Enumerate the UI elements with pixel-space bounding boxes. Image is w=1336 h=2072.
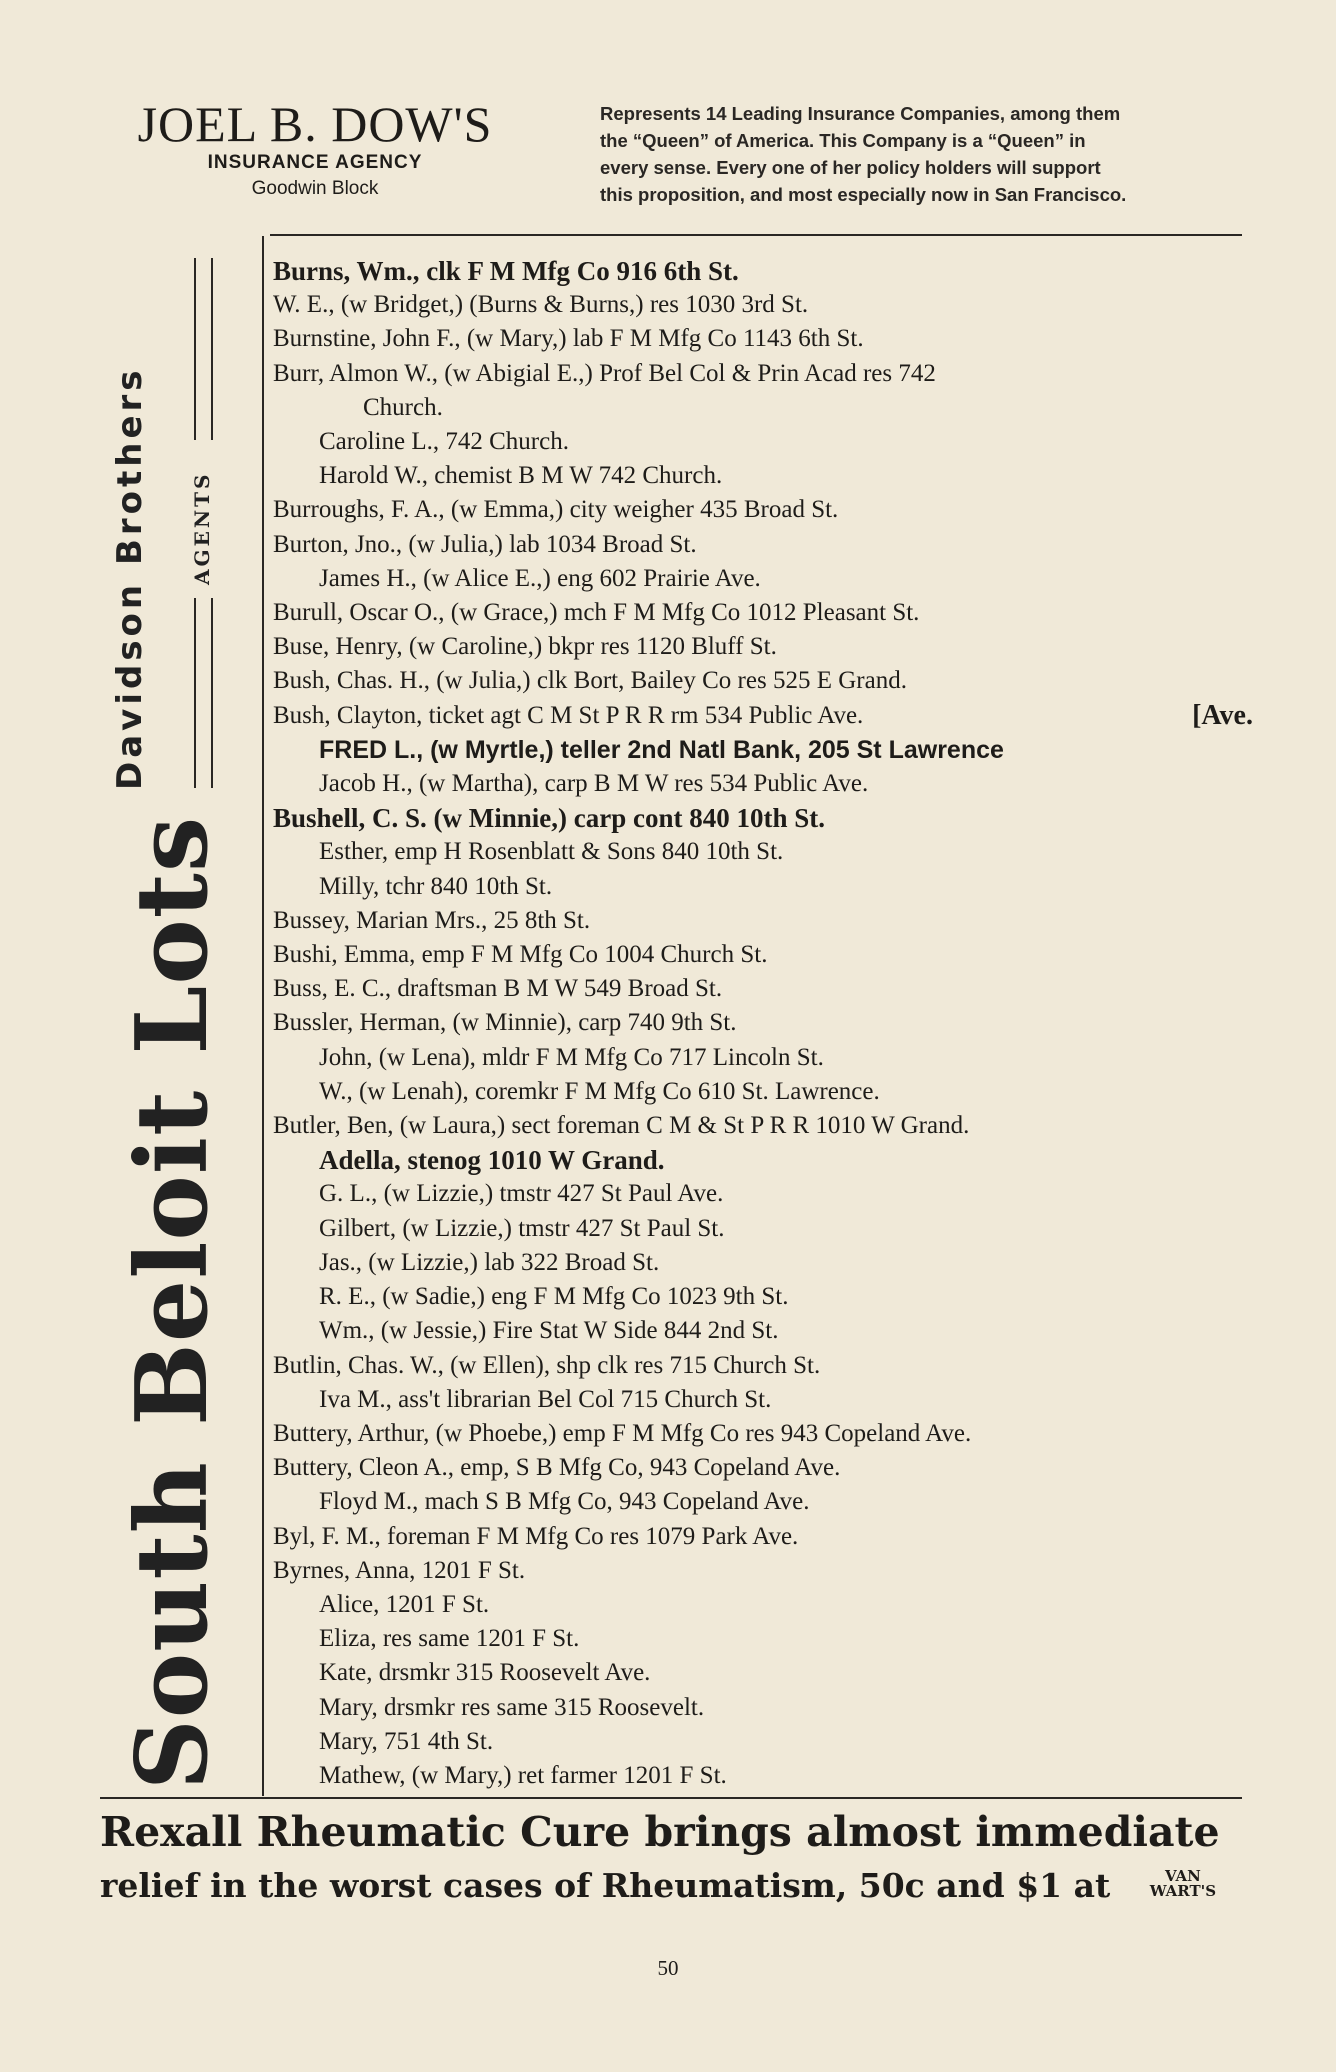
directory-entry-text: Bush, Chas. H., (w Julia,) clk Bort, Bailey Co res 525 E Grand. [273,667,907,695]
directory-entry-text: Church. [363,393,443,421]
directory-entry-text: R. E., (w Sadie,) eng F M Mfg Co 1023 9th St. [319,1283,789,1311]
directory-entry [273,1212,1253,1246]
directory-entry [273,288,1253,322]
directory-entry-text: W. E., (w Bridget,) (Burns & Burns,) res 1030 3rd St. [273,291,809,319]
directory-entry-text: Caroline L., 742 Church. [319,428,569,456]
directory-entry [273,493,1253,527]
directory-entry [273,425,1253,459]
directory-entry-text: Bushell, C. S. (w Minnie,) carp cont 840 10th St. [273,803,826,834]
directory-entry [273,1349,1253,1383]
directory-entry [273,870,1253,904]
directory-entry-text: Butler, Ben, (w Laura,) sect foreman C M & St P R R 1010 W Grand. [273,1112,970,1140]
directory-entry [273,459,1253,493]
ad-line: the “Queen” of America. This Company is a “Queen” in [600,130,1086,151]
directory-entry-text: Adella, stenog 1010 W Grand. [319,1145,665,1176]
directory-entry [273,1622,1253,1656]
directory-listing [273,254,1253,1793]
directory-entry-text: Burton, Jno., (w Julia,) lab 1034 Broad St. [273,530,697,558]
agents-label: AGENTS [190,471,214,585]
directory-entry [273,1177,1253,1211]
directory-entry [273,972,1253,1006]
directory-entry [273,1759,1253,1793]
directory-entry [273,1280,1253,1314]
directory-entry-text: Esther, emp H Rosenblatt & Sons 840 10th St. [319,838,784,866]
directory-entry [273,1725,1253,1759]
directory-entry [273,562,1253,596]
directory-entry [273,801,1253,835]
directory-entry [273,767,1253,801]
directory-entry [273,1656,1253,1690]
directory-entry-text: Burnstine, John F., (w Mary,) lab F M Mfg Co 1143 6th St. [273,325,864,353]
directory-entry [273,1143,1253,1177]
directory-entry-text: Bussler, Herman, (w Minnie), carp 740 9th St. [273,1009,737,1037]
directory-entry-text: Jas., (w Lizzie,) lab 322 Broad St. [319,1248,660,1276]
directory-entry [273,1041,1253,1075]
agency-location: Goodwin Block [251,178,379,199]
directory-entry-text: Alice, 1201 F St. [319,1590,490,1618]
directory-entry [273,938,1253,972]
rexall-ad-line2 [100,1866,1240,1905]
directory-entry-text: Mary, drsmkr res same 315 Roosevelt. [319,1693,705,1721]
directory-entry-text: John, (w Lena), mldr F M Mfg Co 717 Lincoln St. [319,1043,824,1071]
directory-entry [273,596,1253,630]
directory-entry [273,1246,1253,1280]
directory-entry [273,630,1253,664]
davidson-brothers-label: Davidson Brothers [110,366,150,790]
directory-entry-text: Harold W., chemist B M W 742 Church. [319,462,723,490]
directory-entry [273,1588,1253,1622]
directory-entry [273,1520,1253,1554]
directory-entry [273,1109,1253,1143]
directory-entry-text: Jacob H., (w Martha), carp B M W res 534 Public Ave. [319,770,869,798]
van-warts-logo-top: VAN [1165,1867,1201,1885]
directory-entry-text: Floyd M., mach S B Mfg Co, 943 Copeland Ave. [319,1488,810,1516]
directory-entry-text: Burull, Oscar O., (w Grace,) mch F M Mfg Co 1012 Pleasant St. [273,599,920,627]
directory-entry-text: Buss, E. C., draftsman B M W 549 Broad St. [273,975,723,1003]
directory-entry [273,904,1253,938]
footer-divider [100,1797,1242,1799]
directory-entry [273,664,1253,698]
directory-entry-text: Milly, tchr 840 10th St. [319,872,553,900]
directory-entry [273,733,1253,767]
rexall-ad-text: relief in the worst cases of Rheumatism, 50c and $1 at [100,1866,1111,1905]
directory-entry-text: W., (w Lenah), coremkr F M Mfg Co 610 St. Lawrence. [319,1077,880,1105]
agency-subtitle: INSURANCE AGENCY [207,152,423,173]
header-divider [270,234,1242,236]
directory-entry [273,1691,1253,1725]
directory-entry [273,1417,1253,1451]
directory-entry-text: Buttery, Arthur, (w Phoebe,) emp F M Mfg Co res 943 Copeland Ave. [273,1419,972,1447]
directory-entry [273,1485,1253,1519]
directory-entry-text: Eliza, res same 1201 F St. [319,1625,580,1653]
directory-entry [273,1383,1253,1417]
directory-entry-text: Bush, Clayton, ticket agt C M St P R R rm 534 Public Ave. [273,701,864,729]
directory-entry-text: Bushi, Emma, emp F M Mfg Co 1004 Church St. [273,941,768,969]
directory-entry [273,1451,1253,1485]
rexall-ad-line1: Rexall Rheumatic Cure brings almost immediate [100,1808,1220,1856]
directory-entry-text: Byrnes, Anna, 1201 F St. [273,1556,526,1584]
directory-entry-text: Bussey, Marian Mrs., 25 8th St. [273,906,591,934]
directory-entry [273,391,1253,425]
directory-entry-tail: [Ave. [1192,699,1253,731]
directory-entry [273,528,1253,562]
directory-entry-text: Kate, drsmkr 315 Roosevelt Ave. [319,1659,651,1687]
directory-entry-text: Mathew, (w Mary,) ret farmer 1201 F St. [319,1761,727,1789]
directory-entry-text: Burns, Wm., clk F M Mfg Co 916 6th St. [273,256,739,286]
directory-entry [273,357,1253,391]
page-number: 50 [657,1956,679,1980]
directory-entry-text: Wm., (w Jessie,) Fire Stat W Side 844 2nd St. [319,1317,779,1345]
directory-entry [273,1554,1253,1588]
agency-title: JOEL B. DOW'S [137,96,493,152]
agents-rule-right [211,258,213,440]
agents-rule-left [194,258,196,440]
south-beloit-lots-ad: South Beloit Lots [115,815,230,1790]
van-warts-logo [1150,1869,1216,1899]
directory-entry-text: FRED L., (w Myrtle,) teller 2nd Natl Bank, 205 St Lawrence [319,735,1004,764]
directory-entry-text: Mary, 751 4th St. [319,1727,494,1755]
directory-entry [273,699,1253,733]
directory-entry [273,835,1253,869]
directory-entry [273,322,1253,356]
directory-entry-text: G. L., (w Lizzie,) tmstr 427 St Paul Ave. [319,1180,724,1208]
directory-entry-text: Iva M., ass't librarian Bel Col 715 Church St. [319,1385,772,1413]
directory-entry [273,254,1253,288]
directory-entry-text: Burr, Almon W., (w Abigial E.,) Prof Bel Col & Prin Acad res 742 [273,359,936,387]
directory-entry-text: Buttery, Cleon A., emp, S B Mfg Co, 943 Copeland Ave. [273,1454,841,1482]
directory-entry-text: Gilbert, (w Lizzie,) tmstr 427 St Paul St. [319,1214,725,1242]
agents-rule-right-lower [211,598,213,788]
directory-entry [273,1075,1253,1109]
agents-rule-left-lower [194,598,196,788]
ad-line: Represents 14 Leading Insurance Companies, among them [600,103,1121,124]
directory-entry-text: Buse, Henry, (w Caroline,) bkpr res 1120 Bluff St. [273,633,777,661]
directory-entry [273,1006,1253,1040]
directory-entry [273,1314,1253,1348]
directory-entry-text: Burroughs, F. A., (w Emma,) city weigher 435 Broad St. [273,496,839,524]
ad-line: this proposition, and most especially now in San Francisco. [600,184,1127,205]
van-warts-logo-bottom: WART'S [1149,1882,1217,1900]
directory-entry-text: Butlin, Chas. W., (w Ellen), shp clk res 715 Church St. [273,1351,821,1379]
insurance-ad [600,100,1250,208]
directory-entry-text: Byl, F. M., foreman F M Mfg Co res 1079 Park Ave. [273,1522,799,1550]
column-divider [262,236,264,1796]
directory-entry-text: James H., (w Alice E.,) eng 602 Prairie Ave. [319,564,761,592]
ad-line: every sense. Every one of her policy holders will support [600,157,1101,178]
